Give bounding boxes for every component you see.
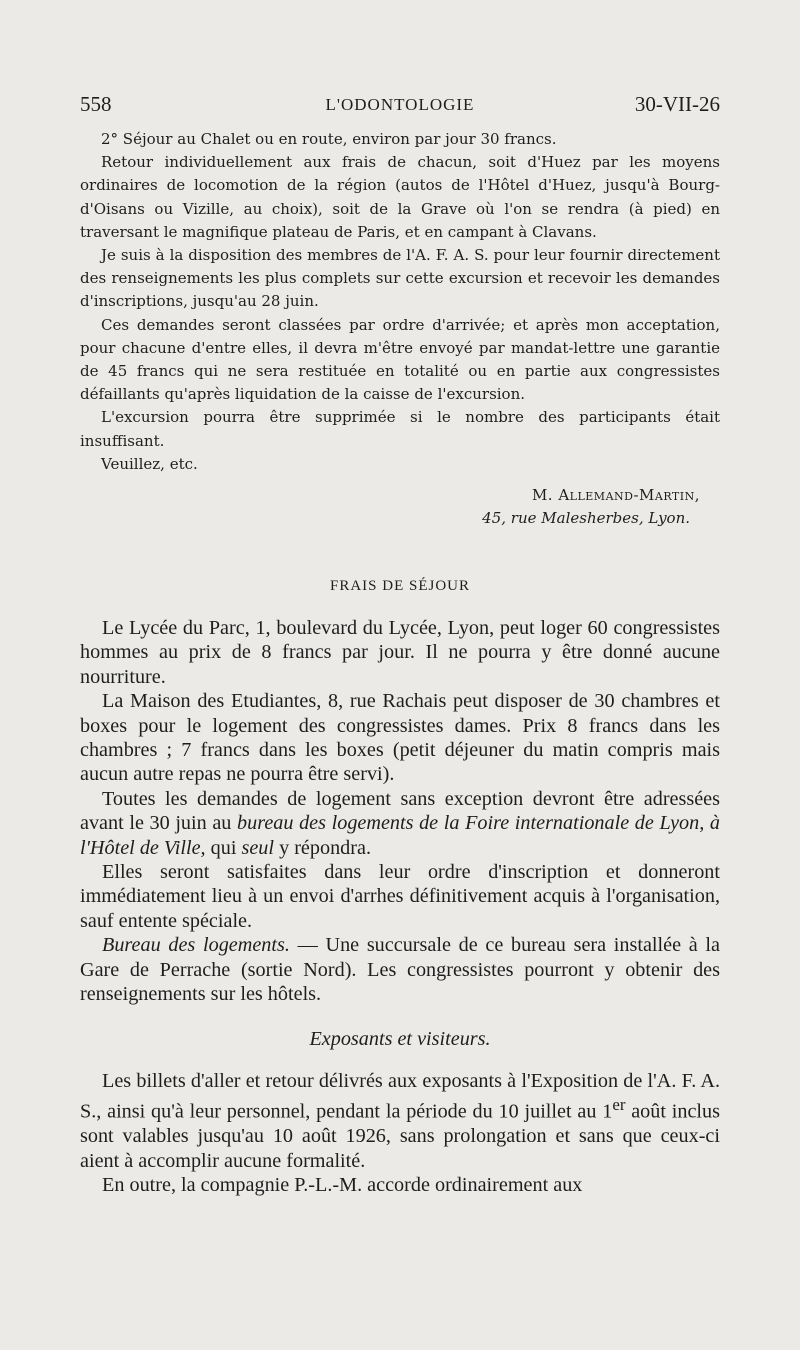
text-run: — Une succursale de ce bureau sera installée à la Gare de Perrache (sortie Nord). Les congressistes pourront y obtenir des renseignements sur les hôtels.: [80, 934, 720, 1006]
page-number: 558: [80, 92, 112, 116]
signature-address: 45, rue Malesherbes, Lyon.: [482, 509, 690, 528]
letter-body: [80, 128, 720, 530]
letter-closing: Veuillez, etc.: [101, 454, 198, 473]
text-run: août inclus sont valables jusqu'au 10 août 1926, sans prolongation et sans que ceux-ci aient à accomplir aucune formalité.: [80, 1101, 720, 1172]
signature-name: M. Allemand-Martin,: [531, 486, 700, 505]
section-body: [80, 616, 720, 1198]
letter-paragraph: Ces demandes seront classées par ordre d'arrivée; et après mon acceptation, pour chacune d'entre elles, il devra m'être envoyé par mandat-lettre une garantie de 45 francs qui ne sera restituée en totalité ou en partie aux congressistes défaillants qu'après liquidation de la caisse de l'excursion.: [80, 315, 720, 404]
text-run: y répondra.: [274, 836, 371, 859]
running-header: [80, 92, 720, 120]
letter-paragraph: 2° Séjour au Chalet ou en route, environ par jour 30 francs.: [101, 130, 557, 148]
issue-date: 30-VII-26: [634, 92, 720, 116]
subheading: Exposants et visiteurs.: [309, 1027, 491, 1050]
section-paragraph: [80, 933, 720, 1006]
italic-run: Bureau des logements.: [102, 934, 290, 957]
text-run: Les billets d'aller et retour délivrés aux exposants à l'Exposition de l'A. F. A. S., ainsi qu'à leur personnel, pendant la période du 10 juillet au 1: [80, 1069, 720, 1124]
letter-paragraph: Retour individuellement aux frais de chacun, soit d'Huez par les moyens ordinaires de locomotion de la région (autos de l'Hôtel d'Huez, jusqu'à Bourg-d'Oisans ou Vizille, au choix), soit de la Grave où l'on se rendra (à pied) en traversant le magnifique plateau de Paris, et en campant à Clavans.: [80, 153, 720, 241]
superscript: er: [612, 1095, 626, 1115]
italic-run: seul: [241, 836, 275, 859]
section-paragraph: [80, 1069, 720, 1173]
section-paragraph: La Maison des Etudiantes, 8, rue Rachais peut disposer de 30 chambres et boxes pour le logement des congressistes dames. Prix 8 francs dans les chambres ; 7 francs dans les boxes (petit déjeuner du matin compris mais aucun autre repas ne pourra être servi).: [80, 690, 720, 786]
text-run: Toutes les demandes de logement sans exception devront être adressées avant le 30 juin au: [80, 787, 720, 835]
section-paragraph: [80, 787, 720, 860]
section-paragraph: En outre, la compagnie P.-L.-M. accorde ordinairement aux: [102, 1174, 583, 1197]
section-paragraph: Le Lycée du Parc, 1, boulevard du Lycée, Lyon, peut loger 60 congressistes hommes au prix de 8 francs par jour. Il ne pourra y être donné aucune nourriture.: [80, 617, 720, 688]
section-paragraph: Elles seront satisfaites dans leur ordre d'inscription et donneront immédiatement lieu à un envoi d'arrhes définitivement acquis à l'organisation, sauf entente spéciale.: [80, 861, 720, 932]
italic-run: bureau des logements de la Foire internationale de Lyon, à l'Hôtel de Ville,: [80, 812, 720, 859]
journal-title: L'ODONTOLOGIE: [325, 95, 475, 114]
text-run: qui: [205, 836, 242, 859]
section-heading: FRAIS DE SÉJOUR: [329, 578, 471, 594]
letter-paragraph: L'excursion pourra être supprimée si le nombre des participants était insuffisant.: [80, 408, 720, 450]
letter-paragraph: Je suis à la disposition des membres de l'A. F. A. S. pour leur fournir directement des renseignements les plus complets sur cette excursion et recevoir les demandes d'inscriptions, jusqu'au 28 juin.: [80, 246, 720, 311]
